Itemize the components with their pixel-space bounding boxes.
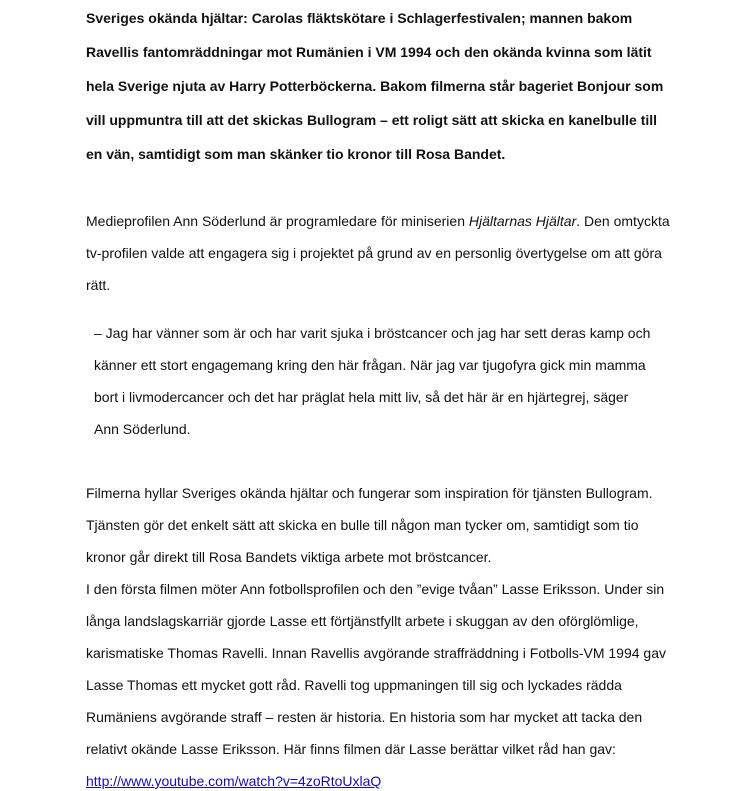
films-line: Filmerna hyllar Sveriges okända hjältar och fungerar som inspiration för tjänsten Bullogram. xyxy=(86,485,653,501)
presenter-line: tv-profilen valde att engagera sig i projektet på grund av en personlig övertygelse om att göra xyxy=(86,245,662,261)
quote-line: känner ett stort engagemang kring den här frågan. När jag var tjugofyra gick min mamma xyxy=(94,357,646,373)
document-page xyxy=(86,0,726,791)
films-line: karismatiske Thomas Ravelli. Innan Ravellis avgörande straffräddning i Fotbolls-VM 1994 gav xyxy=(86,645,666,661)
presenter-text: . Den omtyckta xyxy=(576,213,670,229)
films-line: Lasse Thomas ett mycket gott råd. Ravelli tog uppmaningen till sig och lyckades rädda xyxy=(86,677,622,693)
presenter-paragraph xyxy=(86,197,726,309)
quote-line: bort i livmodercancer och det har präglat hela mitt liv, så det här är en hjärtegrej, säger xyxy=(94,389,629,405)
quote-line: – Jag har vänner som är och har varit sjuka i bröstcancer och jag har sett deras kamp och xyxy=(94,325,651,341)
films-line: Tjänsten gör det enkelt sätt att skicka en bulle till någon man tycker om, samtidigt som tio xyxy=(86,517,639,533)
presenter-line: rätt. xyxy=(86,277,111,293)
series-title: Hjältarnas Hjältar xyxy=(468,213,577,229)
youtube-video-link[interactable]: http://www.youtube.com/watch?v=4zoRtoUxlaQ xyxy=(86,773,382,789)
presenter-line xyxy=(86,213,726,229)
films-paragraph xyxy=(86,469,726,773)
lead-line: hela Sverige njuta av Harry Potterböckerna. Bakom filmerna står bageriet Bonjour som xyxy=(86,78,664,94)
quote-paragraph xyxy=(94,309,726,453)
films-line: Rumäniens avgörande straff – resten är historia. En historia som har mycket att tacka den xyxy=(86,709,643,725)
lead-line: Sveriges okända hjältar: Carolas fläktskötare i Schlagerfestivalen; mannen bakom xyxy=(86,10,633,26)
lead-line: Ravellis fantomräddningar mot Rumänien i VM 1994 och den okända kvinna som lätit xyxy=(86,44,652,60)
presenter-text: Medieprofilen Ann Söderlund är programledare för miniserien xyxy=(86,213,469,229)
films-line: långa landslagskarriär gjorde Lasse ett förtjänstfyllt arbete i skuggan av den oförglömlige, xyxy=(86,613,639,629)
lead-line: vill uppmuntra till att det skickas Bullogram – ett roligt sätt att skicka en kanelbulle till xyxy=(86,112,658,128)
films-line: kronor går direkt till Rosa Bandets viktiga arbete mot bröstcancer. xyxy=(86,549,492,565)
films-line: I den första filmen möter Ann fotbollsprofilen och den ”evige tvåan” Lasse Eriksson. Under sin xyxy=(86,581,665,597)
lead-paragraph xyxy=(86,0,726,180)
lead-line: en vän, samtidigt som man skänker tio kronor till Rosa Bandet. xyxy=(86,146,506,162)
quote-line: Ann Söderlund. xyxy=(94,421,191,437)
films-line: relativt okände Lasse Eriksson. Här finns filmen där Lasse berättar vilket råd han gav: xyxy=(86,741,616,757)
